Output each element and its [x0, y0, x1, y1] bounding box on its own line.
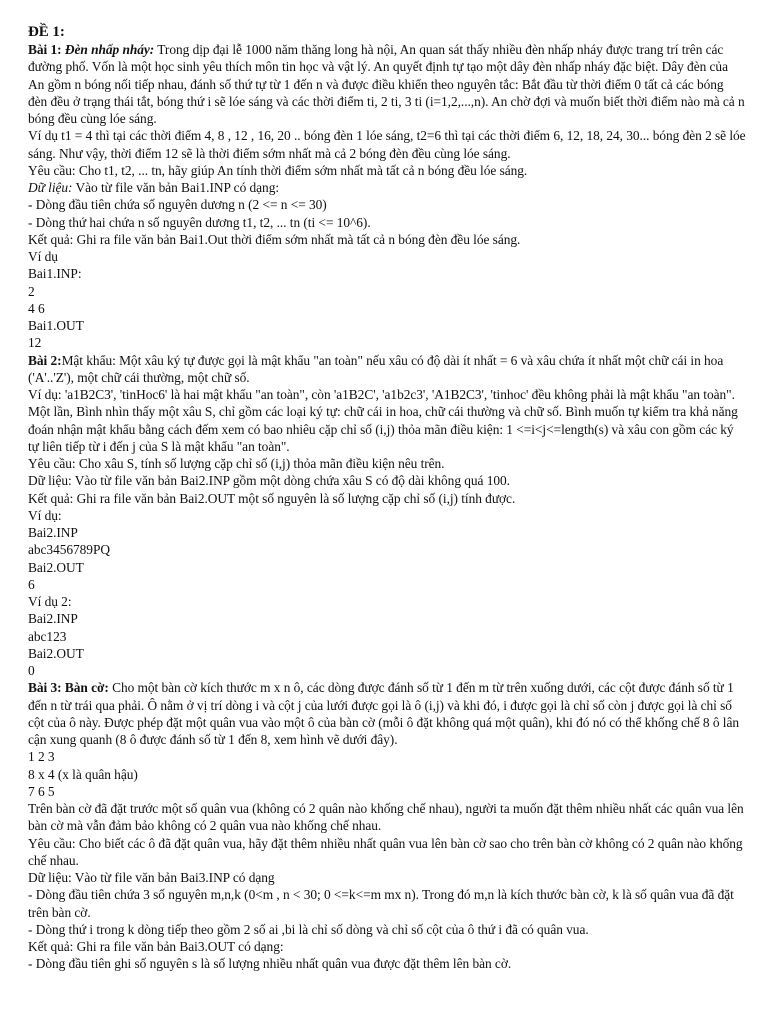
- bai3-result-line1: - Dòng đầu tiên ghi số nguyên s là số lượng nhiều nhất quân vua được đặt thêm lên bàn cờ.: [28, 956, 512, 972]
- bai2-story: Một lần, Bình nhìn thấy một xâu S, chỉ gồm các loại ký tự: chữ cái in hoa, chữ cái thường và chữ số. Bình muốn tự kiểm tra khả năng đoán nhận mật khẩu bằng cách đếm xem có bao nhiêu cặp chỉ số (i,j) thỏa mãn điều kiện: 1 <=i<j<=length(s) và xâu con gồm các ký tự liên tiếp từ i đến j của S là mật khẩu "an toàn".: [28, 404, 738, 454]
- bai1-example-inp-line2: 4 6: [28, 300, 45, 316]
- bai3-condition: Trên bàn cờ đã đặt trước một số quân vua (không có 2 quân nào khống chế nhau), người ta muốn đặt thêm nhiều nhất các quân vua lên bàn cờ mà vẫn đảm bảo không có 2 quân vua nào khống chế nhau.: [28, 801, 744, 834]
- bai2-ex1-inp-value: abc3456789PQ: [28, 542, 110, 558]
- bai3-requirement: Yêu cầu: Cho biết các ô đã đặt quân vua, hãy đặt thêm nhiều nhất quân vua lên bàn cờ sao cho trên bàn cờ không có 2 quân nào khống chế nhau.: [28, 835, 743, 868]
- bai1-example-inp: Bai1.INP:: [28, 266, 82, 282]
- bai3-grid-row3: 7 6 5: [28, 783, 55, 799]
- bai1-data-line1: - Dòng đầu tiên chứa số nguyên dương n (2 <= n <= 30): [28, 197, 327, 213]
- bai3-result: Kết quả: Ghi ra file văn bản Bai3.OUT có dạng:: [28, 939, 284, 954]
- bai2-ex1-out-value: 6: [28, 576, 35, 592]
- bai3-grid-row1: 1 2 3: [28, 749, 55, 765]
- bai2-intro: [28, 352, 746, 387]
- bai3-label: Bài 3:: [28, 680, 62, 696]
- bai1-example-inp-line1: 2: [28, 283, 35, 299]
- bai3-data-line2: - Dòng thứ i trong k dòng tiếp theo gồm 2 số ai ,bi là chỉ số dòng và chỉ số cột của ô thứ i đã có quân vua.: [28, 921, 589, 937]
- bai2-p1: Mật khẩu: Một xâu ký tự được gọi là mật khẩu "an toàn" nếu xâu có độ dài ít nhất = 6 và xâu chứa ít nhất một chữ cái in hoa ('A'..'Z'), một chữ cái thường, một chữ số.: [28, 352, 724, 385]
- bai2-ex2-inp-value: abc123: [28, 628, 67, 644]
- bai1-data-line2: - Dòng thứ hai chứa n số nguyên dương t1, t2, ... tn (ti <= 10^6).: [28, 214, 371, 230]
- bai3-name: Bàn cờ:: [64, 680, 109, 696]
- bai2-requirement: Yêu cầu: Cho xâu S, tính số lượng cặp chỉ số (i,j) thỏa mãn điều kiện nêu trên.: [28, 456, 445, 471]
- bai2-ex1-out: Bai2.OUT: [28, 559, 84, 575]
- bai1-data-text: Vào từ file văn bản Bai1.INP có dạng:: [72, 180, 280, 195]
- bai1-p1: Trong dịp đại lễ 1000 năm thăng long hà nội, An quan sát thấy nhiều đèn nhấp nháy được trang trí trên các đường phố. Vốn là một học sinh yêu thích môn tin học và vật lý. An quyết định tự tạo một dây đèn nhấp nháy đặc biệt. Dây đèn của An gồm n bóng nối tiếp nhau, đánh số thứ tự từ 1 đến n và được điều khiển theo nguyên tắc: Bắt đầu từ thời điểm 0 tất cả các bóng đèn đều ở trạng thái tắt, bóng thứ i sẽ lóe sáng và các thời điểm ti, 2 ti, 3 ti (i=1,2,...,n). An chờ đợi và muốn biết thời điểm nào mà cả n bóng đều cùng lóe sáng.: [28, 42, 745, 126]
- bai2-ex2-out-value: 0: [28, 663, 35, 678]
- bai1-data-label: Dữ liệu:: [28, 180, 73, 195]
- document: [28, 24, 746, 973]
- bai3-grid-row2: 8 x 4 (x là quân hậu): [28, 766, 138, 782]
- bai3-intro: [28, 679, 746, 748]
- bai2-ex1-label: Ví dụ:: [28, 507, 62, 523]
- bai3-data-line1: - Dòng đầu tiên chứa 3 số nguyên m,n,k (0<m , n < 30; 0 <=k<=m mx n). Trong đó m,n là kích thước bàn cờ, k là số quân vua đã đặt trên bàn cờ.: [28, 887, 734, 920]
- bai3-data: Dữ liệu: Vào từ file văn bản Bai3.INP có dạng: [28, 870, 275, 885]
- bai1-example-label: Ví dụ: [28, 249, 58, 264]
- bai1-data: [28, 179, 746, 196]
- bai1-example-out: Bai1.OUT: [28, 318, 84, 333]
- bai1-result: Kết quả: Ghi ra file văn bản Bai1.Out thời điểm sớm nhất mà tất cả n bóng đèn đều lóe sáng.: [28, 231, 521, 247]
- bai1-example-text: Ví dụ t1 = 4 thì tại các thời điểm 4, 8 , 12 , 16, 20 .. bóng đèn 1 lóe sáng, t2=6 thì tại các thời điểm 6, 12, 18, 24, 30... bóng đèn 2 sẽ lóe sáng. Như vậy, thời điểm 12 sẽ là thời điểm sớm nhất mà cả 2 bóng đèn đều cùng lóe sáng.: [28, 128, 746, 161]
- bai2-ex2-out: Bai2.OUT: [28, 645, 84, 661]
- bai2-label: Bài 2:: [28, 352, 62, 368]
- bai2-ex1-inp: Bai2.INP: [28, 525, 78, 540]
- bai1-name: Đèn nhấp nháy:: [64, 42, 155, 57]
- bai2-ex2-inp: Bai2.INP: [28, 611, 78, 627]
- bai3-p1: Cho một bàn cờ kích thước m x n ô, các dòng được đánh số từ 1 đến m từ trên xuống dưới, các cột được đánh số từ 1 đến n từ trái qua phải. Ô nằm ở vị trí dòng i và cột j của lưới được gọi là ô (i,j) và khi đó, i được gọi là chỉ số còn j được gọi là chỉ số cột của ô này. Được phép đặt một quân vua vào một ô của bàn cờ (mỗi ô đặt không quá một quân), khi đó nó có thể khống chế 8 ô lân cận xung quanh (8 ô được đánh số từ 1 đến 8, xem hình vẽ dưới đây).: [28, 680, 739, 747]
- bai1-requirement: Yêu cầu: Cho t1, t2, ... tn, hãy giúp An tính thời điểm sớm nhất mà tất cả n bóng đều lóe sáng.: [28, 162, 528, 178]
- bai2-result: Kết quả: Ghi ra file văn bản Bai2.OUT một số nguyên là số lượng cặp chỉ số (i,j) tính được.: [28, 490, 516, 506]
- bai1-intro: [28, 41, 746, 127]
- bai2-example-text: Ví dụ: 'a1B2C3', 'tinHoc6' là hai mật khẩu "an toàn", còn 'a1B2C', 'a1b2c3', 'A1B2C3', 'tinhoc' đều không phải là mật khẩu "an toàn".: [28, 387, 735, 402]
- bai1-label: Bài 1:: [28, 42, 62, 57]
- bai2-data: Dữ liệu: Vào từ file văn bản Bai2.INP gồm một dòng chứa xâu S có độ dài không quá 100.: [28, 473, 510, 489]
- bai1-example-out-line1: 12: [28, 335, 42, 351]
- exam-title: ĐỀ 1:: [28, 24, 65, 40]
- bai2-ex2-label: Ví dụ 2:: [28, 594, 72, 609]
